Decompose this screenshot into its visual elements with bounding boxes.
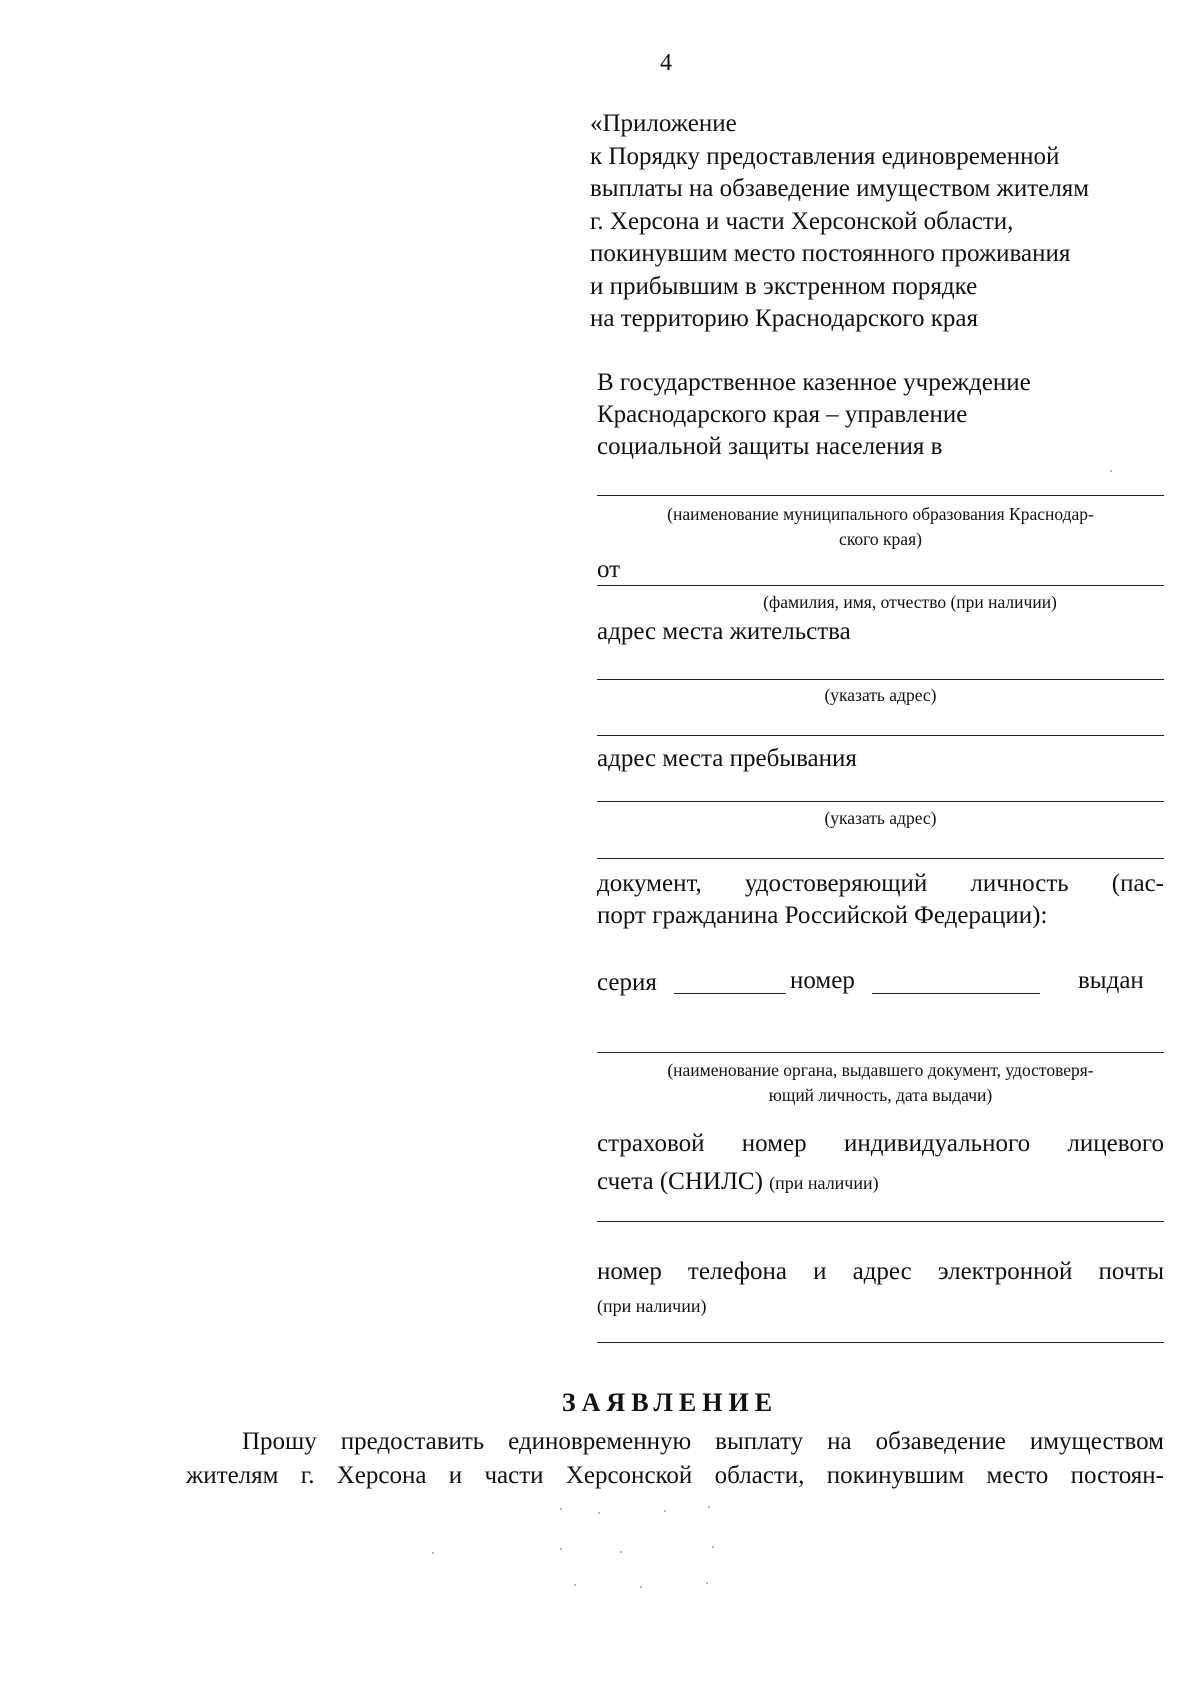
scan-speck <box>432 1552 434 1554</box>
appendix-line: покинувшим место постоянного проживания <box>590 240 1071 267</box>
issuer-caption <box>597 1058 1164 1108</box>
contact-note: (при наличии) <box>597 1296 707 1316</box>
statement-line: жителям г. Херсона и части Херсонской области, покинувшим место постоян- <box>186 1462 1164 1489</box>
appendix-line: выплаты на обзаведение имуществом жителям <box>590 175 1090 202</box>
scan-speck <box>560 1508 562 1510</box>
appendix-line: «Приложение <box>590 110 737 137</box>
scan-speck <box>574 1584 576 1586</box>
contact-field-line[interactable] <box>597 1342 1164 1343</box>
statement-body <box>186 1425 1164 1493</box>
scan-speck <box>640 1586 642 1588</box>
id-document-label <box>597 868 1164 932</box>
appendix-header <box>590 108 1089 336</box>
addressee-line: В государственное казенное учреждение <box>597 369 1031 396</box>
scan-speck <box>598 1512 600 1514</box>
addressee-line: Краснодарского края – управление <box>597 401 968 428</box>
contact-line: номер телефона и адрес электронной почты <box>597 1258 1164 1285</box>
appendix-line: г. Херсона и части Херсонской области, <box>590 207 1014 235</box>
snils-field-line[interactable] <box>597 1221 1164 1222</box>
snils-label <box>597 1128 1164 1199</box>
residence-label: адрес места жительства <box>597 618 851 645</box>
residence-field-line-2[interactable] <box>597 735 1164 736</box>
municipality-field-line[interactable] <box>597 495 1164 496</box>
appendix-line: и прибывшим в экстренном порядке <box>590 272 978 300</box>
number-label: номер <box>790 967 855 994</box>
stay-field-line-1[interactable] <box>597 801 1164 802</box>
issuer-field-line[interactable] <box>597 1052 1164 1053</box>
series-label: серия <box>597 969 657 996</box>
caption-line: (наименование муниципального образования Краснодар- <box>667 504 1094 524</box>
scan-speck <box>708 1506 710 1508</box>
applicant-name-field-line[interactable] <box>597 585 1164 586</box>
addressee-line: социальной защиты населения в <box>597 433 943 460</box>
snils-note: (при наличии) <box>769 1173 879 1193</box>
snils-line-2 <box>597 1166 1164 1199</box>
scan-speck <box>664 1510 666 1512</box>
stay-caption: (указать адрес) <box>824 808 937 828</box>
name-caption: (фамилия, имя, отчество (при наличии) <box>763 592 1057 612</box>
series-field-line[interactable] <box>674 993 786 994</box>
stay-label: адрес места пребывания <box>597 745 857 772</box>
residence-field-line-1[interactable] <box>597 679 1164 680</box>
snils-line: страховой номер индивидуального лицевого <box>597 1130 1164 1157</box>
id-document-line: порт гражданина Российской Федерации): <box>597 902 1048 929</box>
scan-speck <box>560 1548 562 1550</box>
from-label: от <box>597 556 621 583</box>
snils-text: счета (СНИЛС) <box>597 1168 763 1195</box>
caption-line: (наименование органа, выдавшего документ, удостоверя- <box>667 1060 1094 1080</box>
caption-line: ского края) <box>839 529 922 549</box>
scan-speck <box>712 1546 714 1548</box>
statement-line: Прошу предоставить единовременную выплату на обзаведение имуществом <box>242 1428 1164 1455</box>
issued-label: выдан <box>1078 967 1144 994</box>
stay-field-line-2[interactable] <box>597 858 1164 859</box>
residence-caption: (указать адрес) <box>824 685 937 705</box>
scan-speck <box>620 1551 622 1553</box>
caption-line: ющий личность, дата выдачи) <box>768 1085 993 1105</box>
statement-title: ЗАЯВЛЕНИЕ <box>561 1388 779 1417</box>
id-document-line: документ, удостоверяющий личность (пас- <box>597 870 1164 897</box>
number-field-line[interactable] <box>872 993 1040 994</box>
appendix-line: к Порядку предоставления единовременной <box>590 142 1060 170</box>
page-number: 4 <box>660 50 672 76</box>
municipality-caption <box>597 502 1164 552</box>
scan-speck <box>1110 470 1112 472</box>
scan-speck <box>706 1582 708 1584</box>
addressee-block <box>597 367 1031 463</box>
appendix-line: на территорию Краснодарского края <box>590 305 978 332</box>
contact-label <box>597 1256 1164 1288</box>
